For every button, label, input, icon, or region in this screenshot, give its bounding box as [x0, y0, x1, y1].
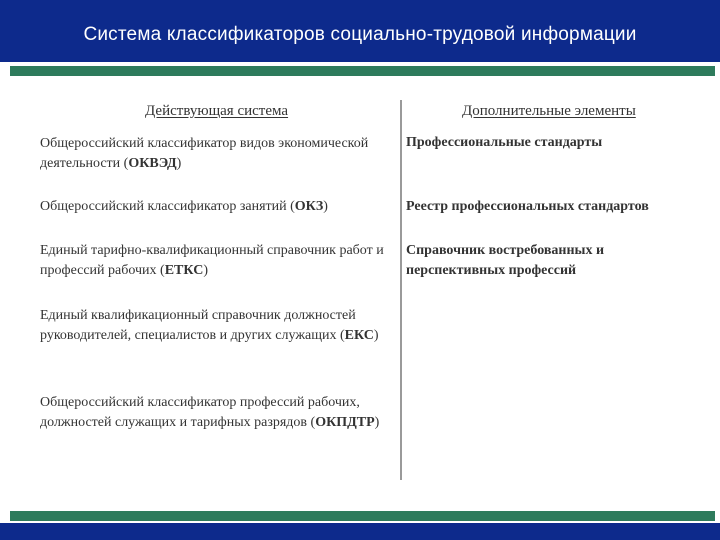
right-column-heading: Дополнительные элементы	[462, 103, 636, 119]
left-item-okved	[40, 134, 390, 174]
left-column-heading: Действующая система	[145, 103, 289, 119]
slide-footer	[0, 523, 720, 540]
item-text: )	[203, 263, 208, 278]
right-item-prof-standards	[406, 133, 696, 153]
item-text: перспективных профессий	[406, 263, 577, 278]
left-item-eks	[40, 306, 390, 346]
item-text: Профессиональные стандарты	[406, 135, 603, 150]
item-text: Общероссийский классификатор видов экономической	[40, 136, 369, 151]
top-accent-stripe	[10, 66, 715, 76]
item-abbr: ЕКС	[344, 328, 374, 343]
item-text: )	[323, 199, 328, 214]
column-divider	[400, 100, 402, 480]
item-abbr: ОКПДТР	[315, 415, 375, 430]
item-text: деятельности (	[40, 156, 129, 171]
item-text: руководителей, специалистов и других служащих (	[40, 328, 345, 343]
item-text: профессий рабочих (	[40, 263, 165, 278]
item-abbr: ЕТКС	[164, 263, 204, 278]
slide-header	[0, 0, 720, 62]
item-text: )	[176, 156, 182, 171]
right-item-registry	[406, 197, 696, 217]
bottom-accent-stripe	[10, 511, 715, 521]
item-abbr: ОКЗ	[294, 199, 324, 214]
left-item-okpdtr	[40, 393, 390, 433]
item-text: Общероссийский классификатор профессий рабочих,	[40, 395, 360, 410]
left-item-okz	[40, 197, 390, 217]
item-text: Единый квалификационный справочник должностей	[40, 308, 356, 323]
item-text: Реестр профессиональных стандартов	[406, 199, 649, 214]
item-abbr: ОКВЭД	[128, 156, 177, 171]
left-item-etks	[40, 241, 390, 281]
item-text: Единый тарифно-квалификационный справочник работ и	[40, 243, 384, 258]
item-text: )	[373, 328, 379, 343]
item-text: Справочник востребованных и	[406, 243, 605, 258]
slide-title: Система классификаторов социально-трудовой информации	[83, 24, 637, 45]
item-text: должностей служащих и тарифных разрядов (	[40, 415, 316, 430]
right-item-reference-book	[406, 241, 696, 281]
item-text: Общероссийский классификатор занятий (	[40, 199, 295, 214]
item-text: )	[374, 415, 380, 430]
